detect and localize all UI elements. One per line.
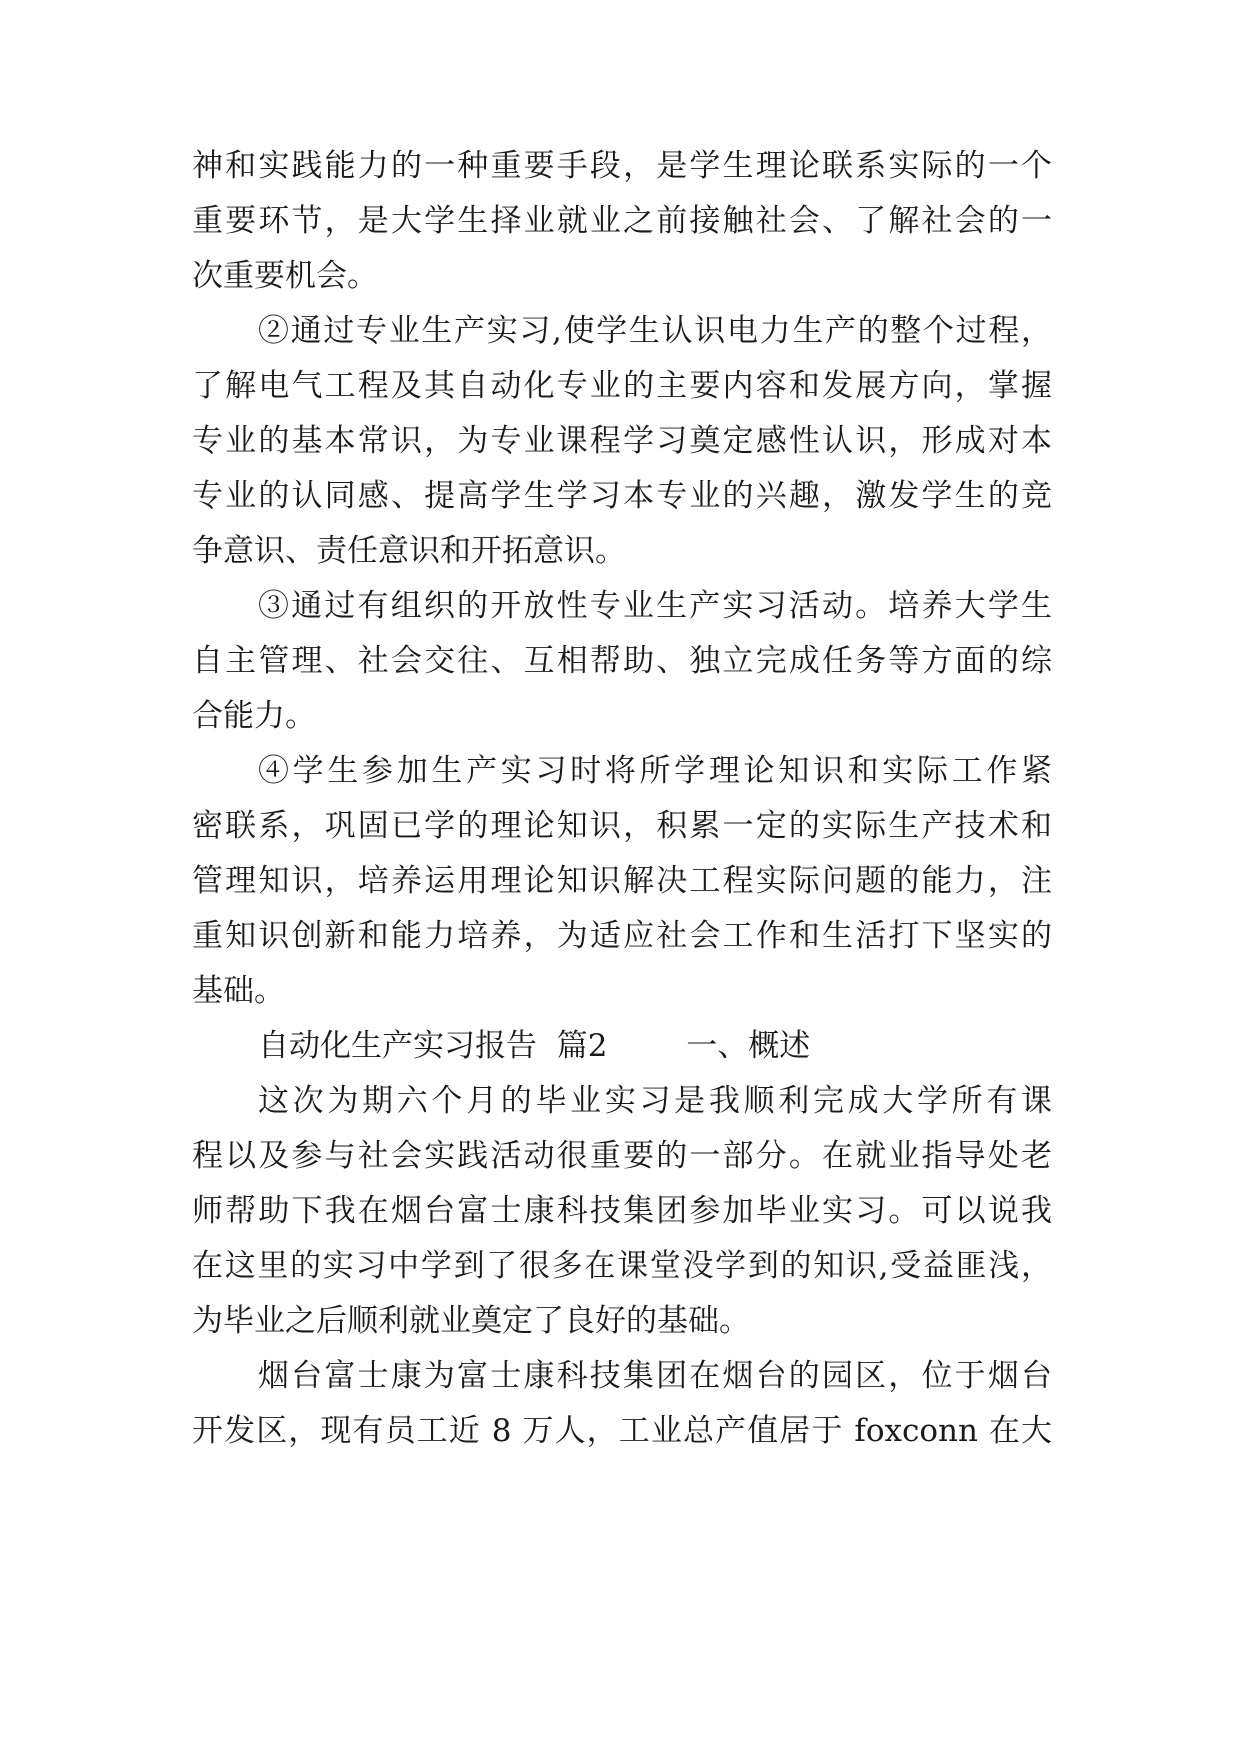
text-line: 自主管理、社会交往、互相帮助、独立完成任务等方面的综 (192, 643, 1052, 679)
text-line: ④学生参加生产实习时将所学理论知识和实际工作紧 (258, 753, 1052, 789)
text-line: 开发区，现有员工近 8 万人，工业总产值居于 foxconn 在大 (192, 1413, 1052, 1449)
text-line: 基础。 (192, 973, 285, 1009)
text-line: 专业的基本常识，为专业课程学习奠定感性认识，形成对本 (192, 423, 1052, 459)
text-line: 了解电气工程及其自动化专业的主要内容和发展方向，掌握 (192, 368, 1052, 404)
text-line: 次重要机会。 (192, 258, 378, 294)
text-line: 管理知识，培养运用理论知识解决工程实际问题的能力，注 (192, 863, 1052, 899)
text-line: 师帮助下我在烟台富士康科技集团参加毕业实习。可以说我 (192, 1193, 1052, 1229)
text-line: ③通过有组织的开放性专业生产实习活动。培养大学生 (258, 588, 1052, 624)
text-line: 在这里的实习中学到了很多在课堂没学到的知识,受益匪浅， (192, 1248, 1052, 1284)
text-line: 这次为期六个月的毕业实习是我顺利完成大学所有课 (258, 1083, 1052, 1119)
text-line: 神和实践能力的一种重要手段，是学生理论联系实际的一个 (192, 148, 1052, 184)
text-line: 烟台富士康为富士康科技集团在烟台的园区，位于烟台 (258, 1358, 1052, 1394)
text-line: 重要环节，是大学生择业就业之前接触社会、了解社会的一 (192, 203, 1052, 239)
text-line: 为毕业之后顺利就业奠定了良好的基础。 (192, 1303, 750, 1339)
section-heading: 自动化生产实习报告 篇2 一、概述 (258, 1028, 811, 1064)
text-line: 密联系，巩固已学的理论知识，积累一定的实际生产技术和 (192, 808, 1052, 844)
text-line: 专业的认同感、提高学生学习本专业的兴趣，激发学生的竞 (192, 478, 1052, 514)
text-line: ②通过专业生产实习,使学生认识电力生产的整个过程， (258, 313, 1052, 349)
text-line: 重知识创新和能力培养，为适应社会工作和生活打下坚实的 (192, 918, 1052, 954)
text-line: 争意识、责任意识和开拓意识。 (192, 533, 626, 569)
text-line: 合能力。 (192, 698, 316, 734)
text-line: 程以及参与社会实践活动很重要的一部分。在就业指导处老 (192, 1138, 1052, 1174)
